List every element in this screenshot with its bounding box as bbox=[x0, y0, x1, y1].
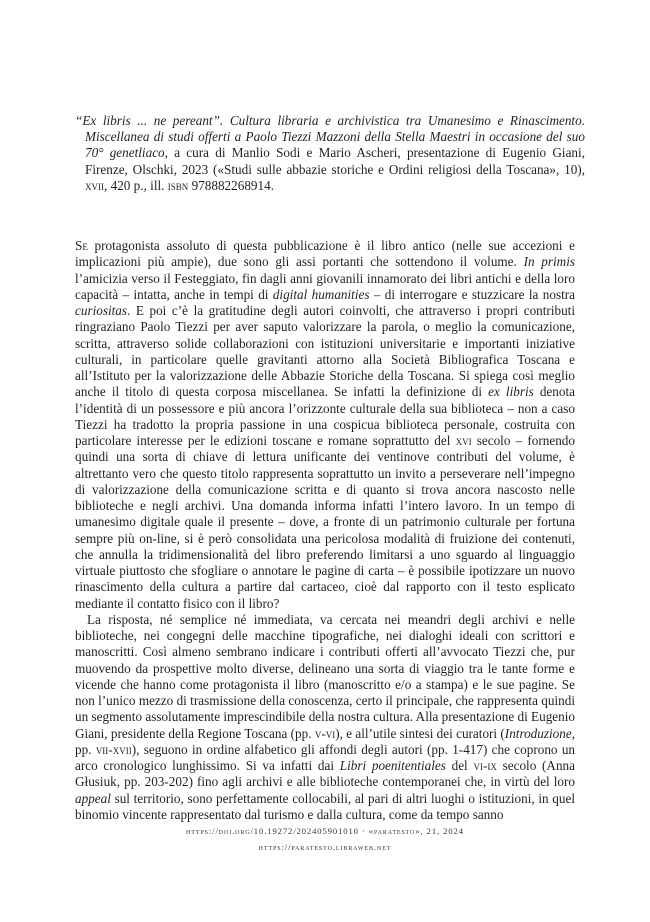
text-run: sul territorio, sono perfettamente collocabili, al pari di altri luoghi o istituzioni, in quel binomio vincente rappresentato dal turismo e dalla cultura, come da tempo sanno bbox=[75, 790, 575, 822]
review-citation bbox=[75, 113, 585, 194]
citation-pages-roman: xvii bbox=[85, 177, 104, 193]
review-body bbox=[75, 238, 575, 823]
text-run: del bbox=[445, 758, 474, 773]
citation-details: , a cura di Manlio Sodi e Mario Ascheri, presentazione di Eugenio Giani, Firenze, Olschki, 2023 («Studi sulle abbazie storiche e Ordini religiosi della Toscana», 10), bbox=[85, 145, 585, 177]
italic-phrase: digital humanities bbox=[272, 286, 370, 302]
italic-phrase: ex libris bbox=[488, 384, 534, 400]
text-run: La risposta, né semplice né immediata, va cercata nei meandri degli archivi e nelle biblioteche, nei congegni delle macchine tipografiche, nei dialoghi ideali con scrittori e manoscritti. Così almeno sembrano indicare i contributi offerti all’avvocato Tiezzi che, pur muovendo da prospettive molto diverse, delineano una sorta di viaggio tra le tante forme e vicende che hanno come protagonista il libro (manoscritto e/o a stampa) e le sue pagine. Se non l’unico mezzo di trasmissione della conoscenza, certo il principale, che rappresenta quindi un segmento assolutamente imprescindibile della nostra cultura. Alla presentazione di Eugenio Giani, presidente della Regione Toscana (pp. bbox=[75, 611, 575, 741]
citation-isbn-label: isbn bbox=[167, 177, 189, 193]
small-caps-phrase: vi-ix bbox=[473, 758, 497, 773]
citation-isbn-number: 978882268914. bbox=[188, 177, 274, 193]
text-run: l’amicizia verso il Festeggiato, fin dagli anni giovanili innamorato dei libri antichi e della loro capacità – intatta, anche in tempi di bbox=[75, 270, 575, 302]
citation-extent: , 420 p., ill. bbox=[104, 177, 168, 193]
text-run: secolo (Anna Głusiuk, pp. 203-202) fino agli archivi e alle biblioteche contemporanei che, in virtù del loro bbox=[75, 758, 575, 790]
text-run: protagonista assoluto di questa pubblicazione è il libro antico (nelle sue accezioni e implicazioni più ampie), due sono gli assi portanti che sottendono il volume. bbox=[75, 238, 575, 270]
body-paragraph bbox=[75, 612, 575, 823]
italic-phrase: curiositas bbox=[75, 303, 128, 318]
italic-phrase: Libri poenitentiales bbox=[339, 758, 446, 773]
text-run: . E poi c’è la gratitudine degli autori coinvolti, che attraverso i propri contributi ringraziano Paolo Tiezzi per aver saputo valorizzare la parola, o meglio la comunicazione, scritta, attraverso solide collaborazioni con istituzioni universitarie e importanti iniziative culturali, in particolare quelle gravitanti attorno alla Società Bibliografica Toscana e all’Istituto per la valorizzazione delle Abbazie Storiche della Toscana. Si spiega così meglio anche il titolo di questa corposa miscellanea. Se infatti la definizione di bbox=[75, 303, 575, 400]
text-run: , pp. bbox=[75, 725, 576, 757]
citation-title: “Ex libris ... ne pereant”. Cultura libraria e archivistica tra Umanesimo e Rinascimento. Miscellanea di studi offerti a Paolo Tiezzi Mazzoni della Stella Maestri in occasione del suo 70° genetliaco bbox=[75, 113, 585, 161]
italic-phrase: appeal bbox=[75, 790, 111, 806]
small-caps-phrase: v-vi bbox=[314, 725, 336, 741]
text-run: denota l’identità di un possessore e più ancora l’orizzonte culturale della sua biblioteca – non a caso Tiezzi ha tradotto la propria passione in una cospicua biblioteca personale, costruita con particolare interesse per le edizioni toscane e romane soprattutto del bbox=[75, 384, 575, 448]
text-run: ), e all’utile sintesi dei curatori ( bbox=[335, 725, 505, 741]
text-run: ), seguono in ordine alfabetico gli affondi degli autori (pp. 1-417) che coprono un arco cronologico lunghissimo. Si va infatti dai bbox=[75, 741, 576, 773]
italic-phrase: Introduzione bbox=[504, 725, 572, 741]
footer-doi[interactable]: https://doi.org/10.19272/202405901010 · «paratesto», 21, 2024 bbox=[186, 826, 464, 836]
small-caps-phrase: xvi bbox=[455, 433, 472, 448]
small-caps-phrase: Se bbox=[75, 238, 88, 253]
text-run: – di interrogare e stuzzicare la nostra bbox=[369, 286, 575, 302]
text-run: secolo – fornendo quindi una sorta di chiave di lettura unificante dei ventinove contributi del volume, è altrettanto vero che questo titolo rappresenta soprattutto un invito a perseverare nell’impegno di valorizzazione della comunicazione scritta e di quanto si trova ancora nascosto nelle biblioteche e negli archivi. Una domanda informa infatti l’intero lavoro. In un tempo di umanesimo digitale quale il presente – dove, a fronte di un patrimonio culturale per fortuna sempre più on-line, si è però consolidata una pericolosa modalità di fruizione dei contenuti, che annulla la tridimensionalità del libro preferendo limitarsi a uno sguardo al linguaggio virtuale piuttosto che sfogliare o annotare le pagine di carta – è possibile ipotizzare un nuovo rinascimento della cultura a partire dal cartaceo, cioè dal rapporto con il testo esplicato mediante il contatto fisico con il libro? bbox=[75, 433, 575, 611]
small-caps-phrase: vii-xvii bbox=[95, 741, 132, 757]
italic-phrase: In primis bbox=[523, 254, 575, 270]
body-paragraph bbox=[75, 238, 575, 612]
footer-website[interactable]: https://paratesto.libraweb.net bbox=[258, 842, 392, 852]
